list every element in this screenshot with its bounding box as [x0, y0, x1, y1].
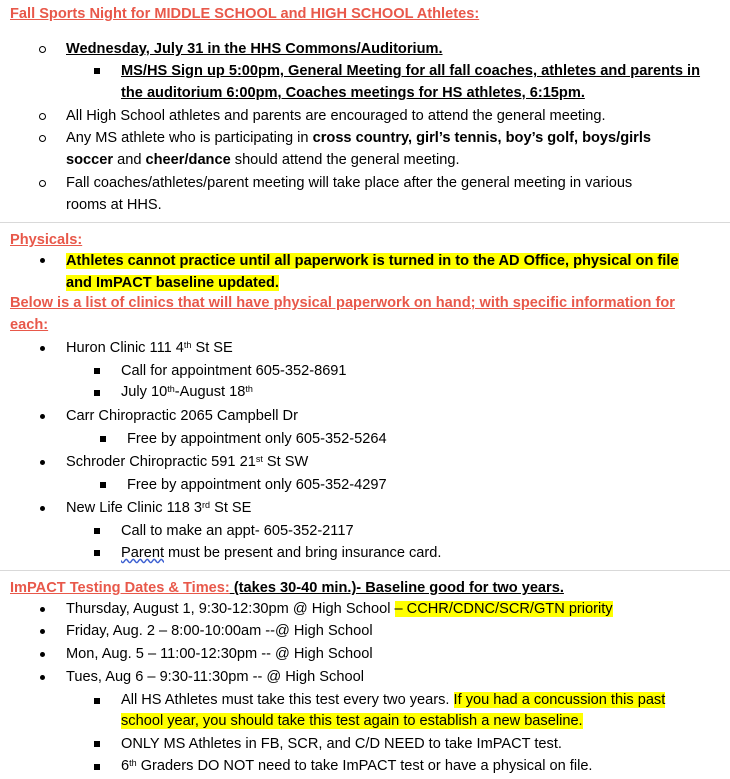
impact-rule-3: 6th Graders DO NOT need to take ImPACT test or have a physical on file. [121, 758, 593, 774]
impact-date-3: Mon, Aug. 5 – 11:00-12:30pm -- @ High School [66, 646, 373, 662]
impact-date-2: Friday, Aug. 2 – 8:00-10:00am --@ High School [66, 623, 373, 639]
impact-rule-1-line1: All HS Athletes must take this test every two years. If you had a concussion this past [121, 692, 666, 708]
square-bullet-icon [94, 764, 100, 770]
physicals-warning-line2: and ImPACT baseline updated. [66, 275, 279, 291]
event-note-3-line2: rooms at HHS. [66, 197, 162, 213]
clinic-carr: Carr Chiropractic 2065 Campbell Dr [66, 408, 298, 424]
square-bullet-icon [94, 368, 100, 374]
event-note-2-line1: Any MS athlete who is participating in cross country, girl’s tennis, boy’s golf, boys/girls [66, 130, 652, 146]
square-bullet-icon [94, 390, 100, 396]
physicals-heading: Physicals: [10, 232, 83, 248]
bullet-icon [40, 346, 45, 351]
event-schedule-line2: the auditorium 6:00pm, Coaches meetings for HS athletes, 6:15pm. [121, 85, 585, 101]
bullet-icon [40, 506, 45, 511]
event-note-3-line1: Fall coaches/athletes/parent meeting will take place after the general meeting in various [66, 175, 633, 191]
bullet-icon [40, 607, 45, 612]
square-bullet-icon [94, 528, 100, 534]
square-bullet-icon [94, 550, 100, 556]
bullet-icon [40, 460, 45, 465]
event-schedule-line1: MS/HS Sign up 5:00pm, General Meeting for all fall coaches, athletes and parents in [121, 63, 701, 79]
clinic-schroder-detail: Free by appointment only 605-352-4297 [127, 477, 387, 493]
bullet-icon [40, 414, 45, 419]
clinic-schroder: Schroder Chiropractic 591 21st St SW [66, 454, 309, 470]
bullet-icon [40, 652, 45, 657]
divider [0, 222, 730, 223]
physicals-warning-line1: Athletes cannot practice until all paperwork is turned in to the AD Office, physical on file [66, 253, 679, 269]
clinic-carr-detail: Free by appointment only 605-352-5264 [127, 431, 387, 447]
square-bullet-icon [94, 741, 100, 747]
clinic-huron-dates: July 10th-August 18th [121, 384, 253, 400]
page-title: Fall Sports Night for MIDDLE SCHOOL and HIGH SCHOOL Athletes: [10, 6, 480, 22]
clinic-huron: Huron Clinic 111 4th St SE [66, 340, 233, 356]
clinics-heading-line2: each: [10, 317, 49, 333]
impact-rule-2: ONLY MS Athletes in FB, SCR, and C/D NEED to take ImPACT test. [121, 736, 562, 752]
clinic-new-life-parent: Parent must be present and bring insurance card. [121, 545, 442, 561]
circle-bullet-icon [39, 113, 46, 120]
event-note-2-line2: soccer and cheer/dance should attend the general meeting. [66, 152, 460, 168]
circle-bullet-icon [39, 135, 46, 142]
square-bullet-icon [100, 482, 106, 488]
clinic-new-life-appt: Call to make an appt- 605-352-2117 [121, 523, 354, 539]
impact-date-1: Thursday, August 1, 9:30-12:30pm @ High School – CCHR/CDNC/SCR/GTN priority [66, 601, 613, 617]
impact-rule-1-line2: school year, you should take this test again to establish a new baseline. [121, 713, 583, 729]
bullet-icon [40, 675, 45, 680]
impact-heading: ImPACT Testing Dates & Times: (takes 30-40 min.)- Baseline good for two years. [10, 580, 564, 596]
divider [0, 570, 730, 571]
square-bullet-icon [94, 68, 100, 74]
event-date-place: Wednesday, July 31 in the HHS Commons/Auditorium. [66, 41, 443, 57]
event-note-1: All High School athletes and parents are encouraged to attend the general meeting. [66, 108, 606, 124]
square-bullet-icon [100, 436, 106, 442]
bullet-icon [40, 258, 45, 263]
square-bullet-icon [94, 698, 100, 704]
bullet-icon [40, 629, 45, 634]
impact-date-4: Tues, Aug 6 – 9:30-11:30pm -- @ High School [66, 669, 364, 685]
clinics-heading-line1: Below is a list of clinics that will have physical paperwork on hand; with specific information for [10, 295, 675, 311]
circle-bullet-icon [39, 46, 46, 53]
clinic-huron-phone: Call for appointment 605-352-8691 [121, 363, 347, 379]
clinic-new-life: New Life Clinic 118 3rd St SE [66, 500, 252, 516]
circle-bullet-icon [39, 180, 46, 187]
